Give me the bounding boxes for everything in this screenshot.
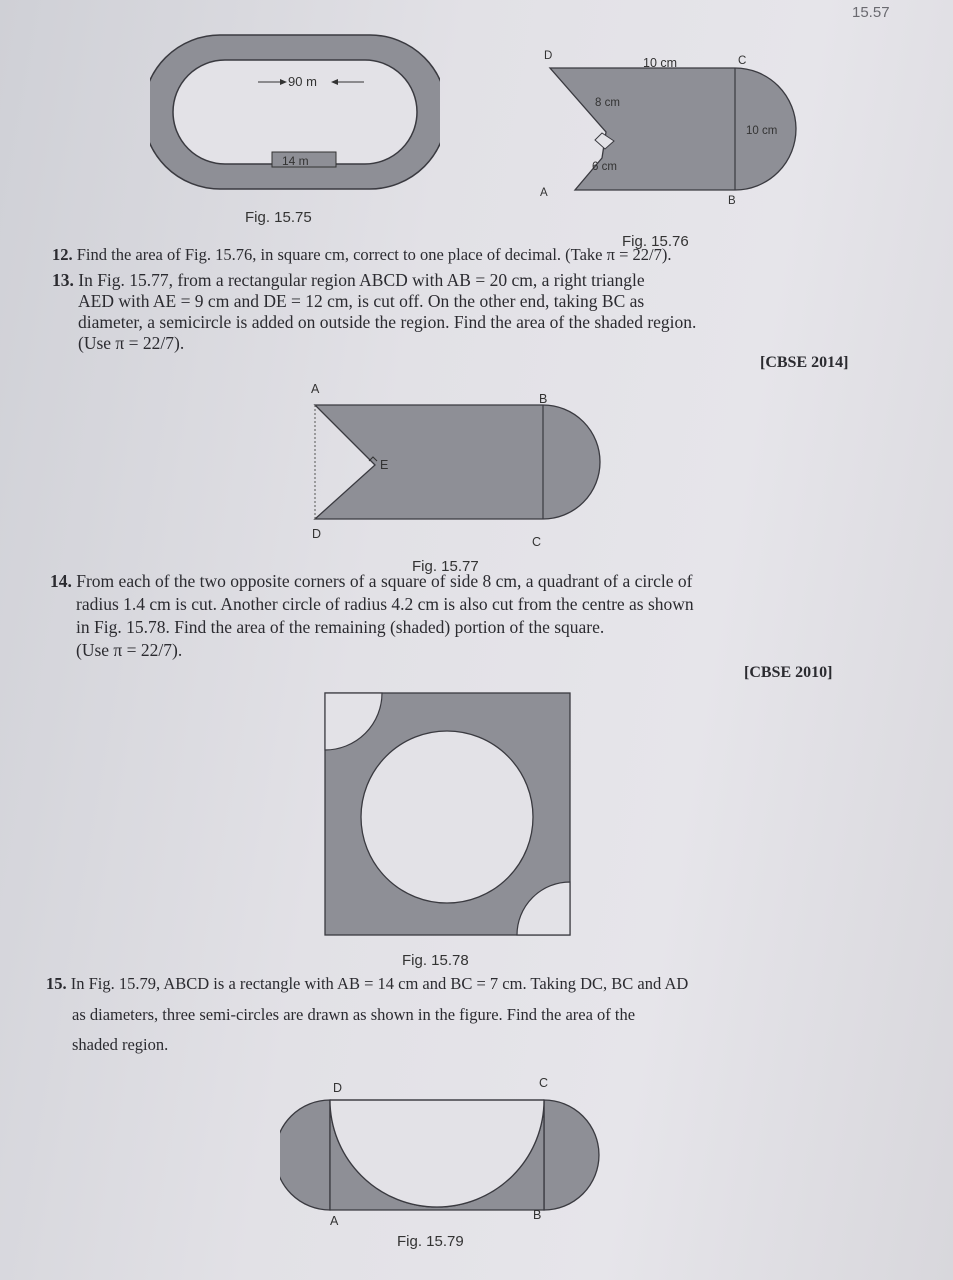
question-15-line2: as diameters, three semi-circles are drawn as shown in the figure. Find the area of the <box>72 1005 636 1024</box>
fig76-upper-notch: 8 cm <box>595 97 620 109</box>
fig75-length-label: 90 m <box>288 74 317 89</box>
fig76-lower-notch: 6 cm <box>592 161 617 173</box>
figure-15-77 <box>300 395 610 540</box>
question-14-line1 <box>50 571 692 592</box>
fig79-label-c: C <box>539 1076 549 1090</box>
page-number: 15.57 <box>852 4 890 21</box>
fig76-label-c: C <box>738 55 747 67</box>
fig77-label-e: E <box>380 458 389 472</box>
question-13-line3: diameter, a semicircle is added on outside the region. Find the area of the shaded region. <box>78 312 697 332</box>
fig79-label-a: A <box>330 1214 339 1228</box>
fig79-caption: Fig. 15.79 <box>397 1233 464 1250</box>
question-13-line2: AED with AE = 9 cm and DE = 12 cm, is cut off. On the other end, taking BC as <box>78 291 645 311</box>
question-14-source: [CBSE 2010] <box>744 664 833 681</box>
question-13-source: [CBSE 2014] <box>760 354 849 371</box>
question-14-number: 14. <box>50 571 72 591</box>
question-13-number: 13. <box>52 270 74 290</box>
question-15-number: 15. <box>46 974 67 993</box>
fig77-caption: Fig. 15.77 <box>412 558 479 575</box>
figure-15-75 <box>150 30 440 195</box>
fig76-label-a: A <box>540 187 548 199</box>
question-13-line4: (Use π = 22/7). <box>78 333 185 353</box>
question-12-number: 12. <box>52 245 73 264</box>
question-14-line4: (Use π = 22/7). <box>76 640 183 660</box>
question-12 <box>52 244 671 265</box>
question-15-line1 <box>46 973 688 994</box>
question-15-line3: shaded region. <box>72 1035 169 1054</box>
fig79-label-d: D <box>333 1081 343 1095</box>
fig76-label-b: B <box>728 195 736 207</box>
fig78-caption: Fig. 15.78 <box>402 952 469 969</box>
question-13-line1 <box>52 270 645 291</box>
figure-15-78 <box>320 690 575 940</box>
figure-15-79 <box>280 1090 600 1220</box>
fig77-label-c: C <box>532 535 542 549</box>
fig77-label-d: D <box>312 527 322 541</box>
question-14-text-1: From each of the two opposite corners of a square of side 8 cm, a quadrant of a circle of <box>76 571 693 591</box>
fig75-caption: Fig. 15.75 <box>245 209 312 226</box>
fig76-right-length: 10 cm <box>746 125 778 137</box>
fig76-caption: Fig. 15.76 <box>622 233 689 250</box>
fig75-width-label: 14 m <box>282 154 309 168</box>
question-13-text-1: In Fig. 15.77, from a rectangular region ABCD with AB = 20 cm, a right triangle <box>78 270 645 290</box>
question-12-text: Find the area of Fig. 15.76, in square cm, correct to one place of decimal. (Take π = 22/7). <box>76 245 672 264</box>
fig76-top-length: 10 cm <box>643 56 678 70</box>
question-14-line2: radius 1.4 cm is cut. Another circle of radius 4.2 cm is also cut from the centre as shown <box>76 594 694 614</box>
fig77-label-b: B <box>539 392 548 406</box>
fig77-label-a: A <box>311 382 320 396</box>
question-14-line3: in Fig. 15.78. Find the area of the remaining (shaded) portion of the square. <box>76 617 605 637</box>
fig76-label-d: D <box>544 50 553 62</box>
fig79-label-b: B <box>533 1208 542 1222</box>
question-15-text-1: In Fig. 15.79, ABCD is a rectangle with AB = 14 cm and BC = 7 cm. Taking DC, BC and AD <box>70 974 689 993</box>
